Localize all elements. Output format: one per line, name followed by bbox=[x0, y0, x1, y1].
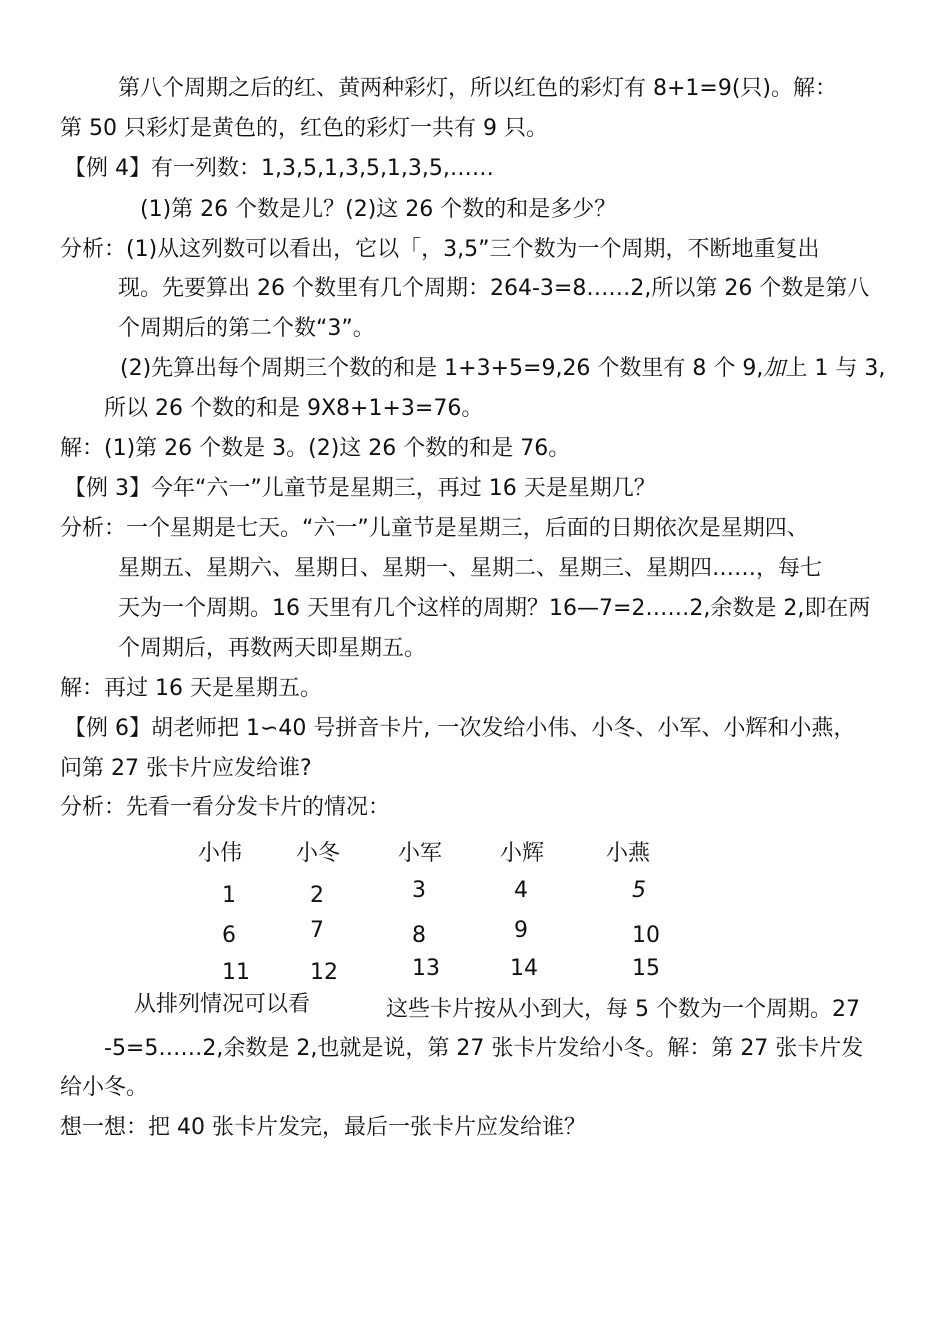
table-header: 小军 bbox=[398, 841, 443, 866]
table-cell: 5 bbox=[632, 878, 646, 903]
table-header: 小伟 bbox=[198, 841, 243, 866]
table-cell: 6 bbox=[222, 923, 236, 948]
text-line: 给小冬。 bbox=[60, 1075, 149, 1100]
text-line: 第八个周期之后的红、黄两种彩灯，所以红色的彩灯有 8+1=9(只)。解： bbox=[118, 76, 838, 101]
example-6-heading: 【例 6】胡老师把 1∽40 号拼音卡片, 一次发给小伟、小冬、小军、小辉和小燕， bbox=[64, 716, 856, 741]
text-segment: 加 bbox=[763, 356, 786, 381]
answer-line: 解：(1)第 26 个数是 3。(2)这 26 个数的和是 76。 bbox=[60, 436, 571, 461]
table-cell: 4 bbox=[514, 878, 528, 903]
text-line bbox=[120, 354, 885, 384]
text-line: 问第 27 张卡片应发给谁? bbox=[60, 756, 312, 781]
table-cell: 14 bbox=[510, 956, 538, 981]
table-cell: 13 bbox=[412, 956, 440, 981]
table-cell: 15 bbox=[632, 956, 660, 981]
table-cell: 2 bbox=[310, 883, 324, 908]
example-3-heading: 【例 3】今年“六一”儿童节是星期三，再过 16 天是星期几？ bbox=[64, 476, 656, 501]
text-line: 这些卡片按从小到大，每 5 个数为一个周期。27 bbox=[386, 997, 860, 1022]
table-cell: 8 bbox=[412, 923, 426, 948]
text-segment: 上 1 与 3, bbox=[785, 356, 886, 381]
text-line: 个周期后的第二个数“3”。 bbox=[118, 316, 375, 341]
text-line: 天为一个周期。16 天里有几个这样的周期？16—7=2……2,余数是 2,即在两 bbox=[118, 596, 871, 621]
text-line: 分析：先看一看分发卡片的情况： bbox=[60, 795, 391, 820]
text-line: (1)第 26 个数是儿？(2)这 26 个数的和是多少？ bbox=[140, 197, 617, 222]
text-segment: (2)先算出每个周期三个数的和是 1+3+5=9,26 个数里有 8 个 9, bbox=[120, 356, 764, 381]
text-line: 分析：(1)从这列数可以看出，它以「，3,5”三个数为一个周期，不断地重复出 bbox=[60, 237, 820, 262]
example-4-heading: 【例 4】有一列数：1,3,5,1,3,5,1,3,5,…… bbox=[64, 156, 494, 181]
text-line: 分析：一个星期是七天。“六一”儿童节是星期三，后面的日期依次是星期四、 bbox=[60, 516, 809, 541]
table-cell: 9 bbox=[514, 918, 528, 943]
think-question: 想一想：把 40 张卡片发完，最后一张卡片应发给谁？ bbox=[60, 1115, 586, 1140]
table-cell: 10 bbox=[632, 923, 660, 948]
table-cell: 7 bbox=[310, 918, 324, 943]
text-line: 个周期后，再数两天即星期五。 bbox=[118, 636, 427, 661]
text-line: 星期五、星期六、星期日、星期一、星期二、星期三、星期四……，每七 bbox=[118, 556, 823, 581]
text-line: 第 50 只彩灯是黄色的，红色的彩灯一共有 9 只。 bbox=[60, 116, 548, 141]
text-line: -5=5……2,余数是 2,也就是说，第 27 张卡片发给小冬。解：第 27 张卡片发 bbox=[104, 1036, 864, 1061]
table-cell: 12 bbox=[310, 960, 338, 985]
text-line: 现。先要算出 26 个数里有几个周期：264-3=8……2,所以第 26 个数是第八 bbox=[118, 276, 870, 301]
text-line: 所以 26 个数的和是 9X8+1+3=76。 bbox=[104, 396, 484, 421]
text-line: 从排列情况可以看 bbox=[134, 992, 311, 1017]
table-header: 小辉 bbox=[500, 841, 545, 866]
table-cell: 1 bbox=[222, 883, 236, 908]
answer-line: 解：再过 16 天是星期五。 bbox=[60, 676, 322, 701]
table-cell: 3 bbox=[412, 878, 426, 903]
table-header: 小燕 bbox=[606, 841, 651, 866]
table-header: 小冬 bbox=[296, 841, 341, 866]
table-cell: 11 bbox=[222, 960, 250, 985]
